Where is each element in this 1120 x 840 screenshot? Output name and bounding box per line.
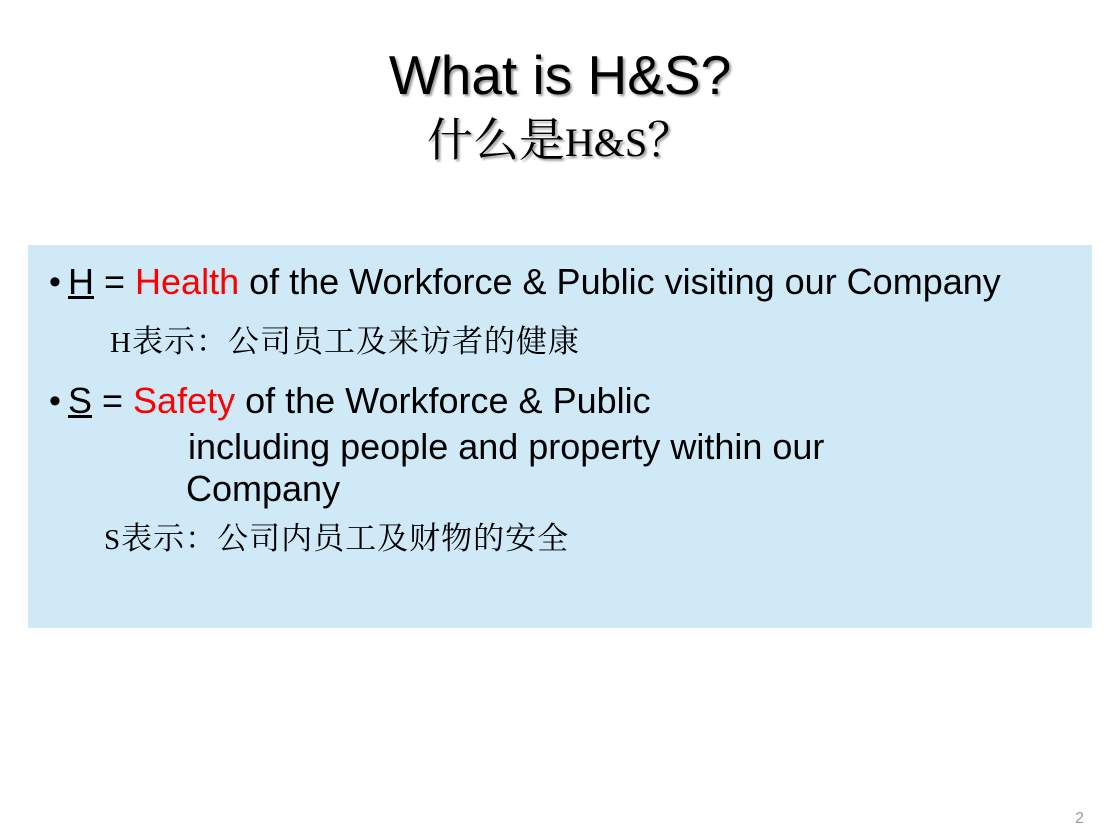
title-english: What is H&S? — [388, 44, 732, 106]
bullet-subline-safety-2: Company — [186, 468, 341, 509]
bullet-equals-h: = — [94, 261, 136, 302]
translation-health — [28, 307, 1092, 366]
bullet-rest-health: of the Workforce & Public visiting our Company — [239, 261, 1001, 302]
slide-title — [0, 44, 1120, 173]
content-panel — [28, 245, 1092, 628]
bullet-text-health — [68, 257, 1001, 307]
bullet-equals-s: = — [92, 380, 134, 421]
bullet-item-safety — [28, 366, 1092, 426]
title-chinese-latin: H&S — [564, 120, 648, 165]
translation-health-latin: H — [110, 327, 132, 359]
bullet-marker: • — [49, 382, 61, 420]
bullet-letter-h: H — [68, 261, 94, 302]
bullet-text-safety — [68, 376, 651, 426]
bullet-keyword-safety: Safety — [133, 380, 236, 421]
title-chinese-suffix: ？ — [647, 113, 694, 167]
bullet-rest-safety: of the Workforce & Public — [235, 380, 651, 421]
bullet-item-health — [28, 245, 1092, 307]
translation-safety-latin: S — [104, 524, 122, 556]
bullet-subline-safety-1: including people and property within our — [188, 426, 825, 467]
translation-safety-cn: 表示：公司内员工及财物的安全 — [121, 521, 570, 557]
title-chinese-prefix: 什么是 — [426, 113, 565, 167]
bullet-keyword-health: Health — [135, 261, 240, 302]
page-number: 2 — [1075, 810, 1084, 827]
title-chinese — [0, 110, 1120, 173]
translation-safety — [28, 510, 1092, 563]
bullet-marker: • — [49, 263, 61, 301]
translation-health-cn: 表示：公司员工及来访者的健康 — [131, 324, 580, 360]
bullet-letter-s: S — [68, 380, 93, 421]
